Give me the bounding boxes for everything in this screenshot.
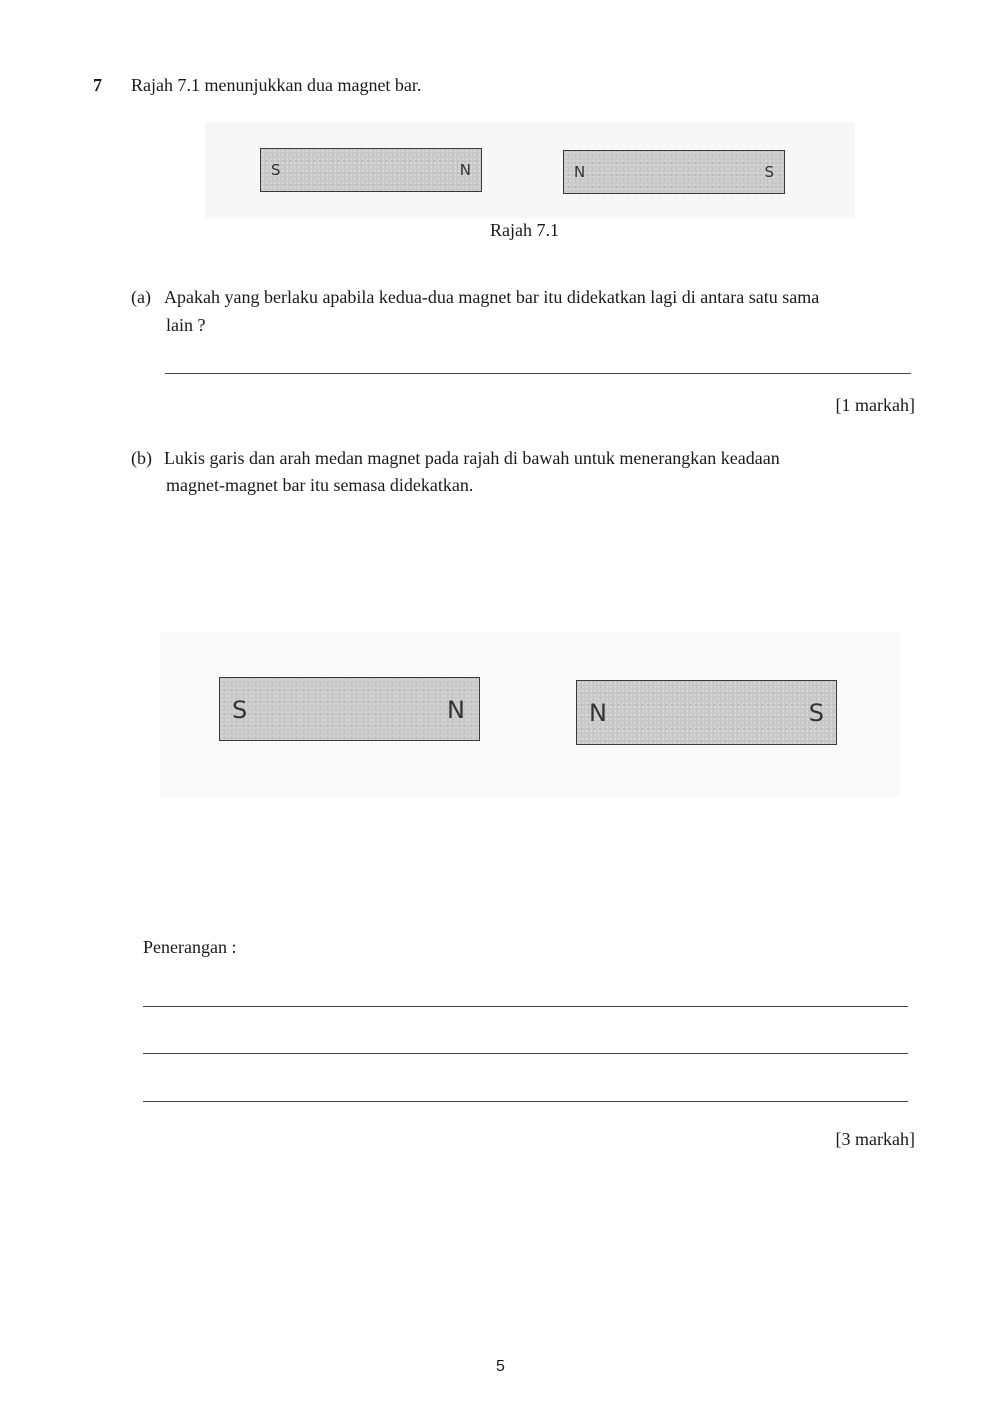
magnet-bar-right-large (576, 680, 837, 745)
figure-caption: Rajah 7.1 (490, 220, 559, 240)
part-a-marks: [1 markah] (835, 395, 915, 415)
magnet-bar-left-large (219, 677, 480, 741)
magnet-bar-right (563, 150, 785, 194)
explanation-label: Penerangan : (143, 937, 237, 957)
pole-label-north: N (589, 699, 607, 727)
part-b-label: (b) (131, 448, 152, 468)
explanation-answer-line[interactable] (143, 1053, 908, 1054)
part-b-question-line1: Lukis garis dan arah medan magnet pada rajah di bawah untuk menerangkan keadaan (164, 448, 780, 468)
pole-label-north: N (447, 696, 465, 724)
explanation-answer-line[interactable] (143, 1006, 908, 1007)
part-a-answer-line[interactable] (165, 373, 911, 374)
part-a-question-line2: lain ? (166, 315, 206, 335)
page-number: 5 (496, 1358, 505, 1375)
magnet-bar-left (260, 148, 482, 192)
pole-label-south: S (271, 161, 281, 179)
part-b-marks: [3 markah] (835, 1129, 915, 1149)
pole-label-north: N (574, 163, 586, 181)
question-number: 7 (93, 75, 102, 95)
pole-label-south: S (764, 163, 774, 181)
pole-label-south: S (232, 696, 248, 724)
question-intro: Rajah 7.1 menunjukkan dua magnet bar. (131, 75, 422, 95)
part-a-question-line1: Apakah yang berlaku apabila kedua-dua magnet bar itu didekatkan lagi di antara satu sama (164, 287, 820, 307)
explanation-answer-line[interactable] (143, 1101, 908, 1102)
pole-label-north: N (459, 161, 471, 179)
part-b-question-line2: magnet-magnet bar itu semasa didekatkan. (166, 475, 474, 495)
part-a-label: (a) (131, 287, 151, 307)
pole-label-south: S (808, 699, 824, 727)
